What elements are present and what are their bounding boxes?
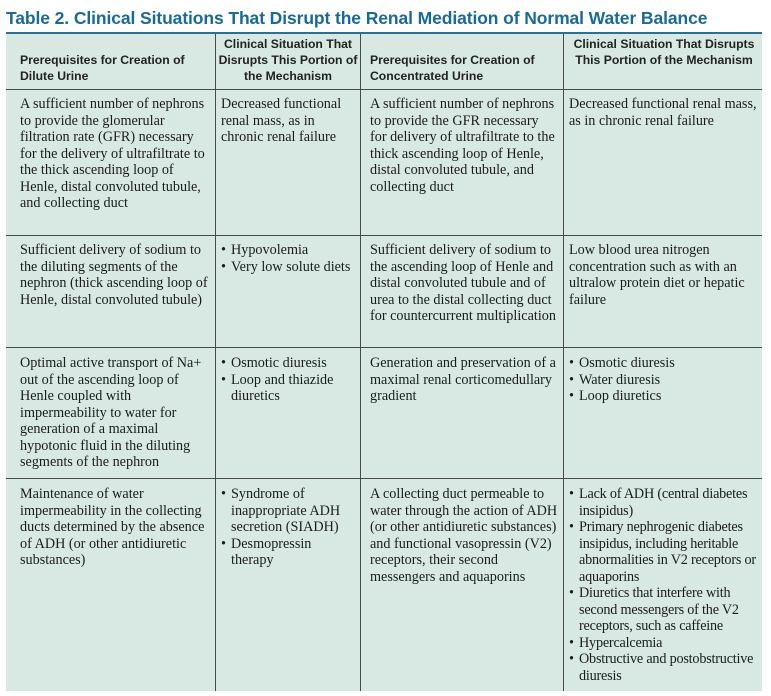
column-center-divider — [360, 34, 361, 691]
bullet-item: • Obstructive and postobstructive diuresis — [569, 651, 761, 684]
row3-dilute-prereq: Optimal active transport of Na+ out of the ascending loop of Henle coupled with impermeability to water for generation of a maximal hypotonic fluid in the diluting segments of the nephron — [20, 355, 202, 470]
column-divider — [215, 34, 216, 691]
row3-concentrated-prereq: Generation and preservation of a maximal renal corticomedullary gradient — [370, 355, 556, 404]
row4-dilute-prereq: Maintenance of water impermeability in the collecting ducts determined by the absence of ADH (or other antidiuretic substances) — [20, 486, 205, 568]
bullet-item: • Very low solute diets — [221, 259, 355, 276]
row1-dilute-disrupt: Decreased functional renal mass, as in chronic renal failure — [221, 96, 342, 145]
bullet-item: • Hypovolemia — [221, 242, 355, 259]
bullet-item: • Osmotic diuresis — [221, 355, 355, 372]
data-table — [6, 32, 762, 691]
row-rule — [6, 347, 762, 348]
row3-dilute-disrupt — [221, 355, 355, 405]
bullet-item: • Syndrome of inappropriate ADH secretion (SIADH) — [221, 486, 355, 536]
row2-dilute-prereq: Sufficient delivery of sodium to the diluting segments of the nephron (thick ascending loop of Henle, distal convoluted tubule) — [20, 242, 208, 308]
column-divider — [563, 34, 564, 691]
bullet-item: • Hypercalcemia — [569, 635, 761, 652]
row4-dilute-disrupt — [221, 486, 355, 569]
row2-concentrated-disrupt: Low blood urea nitrogen concentration such as with an ultralow protein diet or hepatic failure — [569, 242, 745, 308]
table-title: Table 2. Clinical Situations That Disrupt the Renal Mediation of Normal Water Balance — [6, 8, 708, 28]
header-concentrated-disrupt: Clinical Situation That Disrupts This Portion of the Mechanism — [573, 37, 755, 67]
header-dilute-disrupt: Clinical Situation That Disrupts This Portion of the Mechanism — [218, 37, 358, 83]
row-rule — [6, 235, 762, 236]
bullet-item: • Diuretics that interfere with second messengers of the V2 receptors, such as caffeine — [569, 585, 761, 635]
header-rule — [6, 89, 762, 90]
row4-concentrated-disrupt — [569, 486, 761, 684]
bullet-item: • Desmopressin therapy — [221, 536, 355, 569]
row2-dilute-disrupt — [221, 242, 355, 275]
row-rule — [6, 478, 762, 479]
bullet-item: • Lack of ADH (central diabetes insipidus) — [569, 486, 761, 519]
row3-concentrated-disrupt — [569, 355, 757, 405]
row1-concentrated-disrupt: Decreased functional renal mass, as in chronic renal failure — [569, 96, 757, 129]
row1-dilute-prereq: A sufficient number of nephrons to provide the glomerular filtration rate (GFR) necessary for the delivery of ultrafiltrate to the thick ascending loop of Henle, distal convoluted tubule, and collecting duct — [20, 96, 205, 211]
bullet-item: • Water diuresis — [569, 372, 757, 389]
row2-concentrated-prereq: Sufficient delivery of sodium to the ascending loop of Henle and distal convoluted tubule and of urea to the distal collecting duct for countercurrent multiplication — [370, 242, 556, 324]
header-dilute-prereq: Prerequisites for Creation of Dilute Urine — [20, 53, 185, 83]
header-concentrated-prereq: Prerequisites for Creation of Concentrated Urine — [370, 53, 535, 83]
bullet-item: • Osmotic diuresis — [569, 355, 757, 372]
bullet-item: • Primary nephrogenic diabetes insipidus, including heritable abnormalities in V2 receptors or aquaporins — [569, 519, 761, 585]
row4-concentrated-prereq: A collecting duct permeable to water through the action of ADH (or other antidiuretic substances) and functional vasopressin (V2) receptors, their second messengers and aquaporins — [370, 486, 558, 585]
bullet-item: • Loop and thiazide diuretics — [221, 372, 355, 405]
bullet-item: • Loop diuretics — [569, 388, 757, 405]
row1-concentrated-prereq: A sufficient number of nephrons to provide the GFR necessary for delivery of ultrafiltrate to the thick ascending loop of Henle, distal convoluted tubule, and collecting duct — [370, 96, 555, 195]
